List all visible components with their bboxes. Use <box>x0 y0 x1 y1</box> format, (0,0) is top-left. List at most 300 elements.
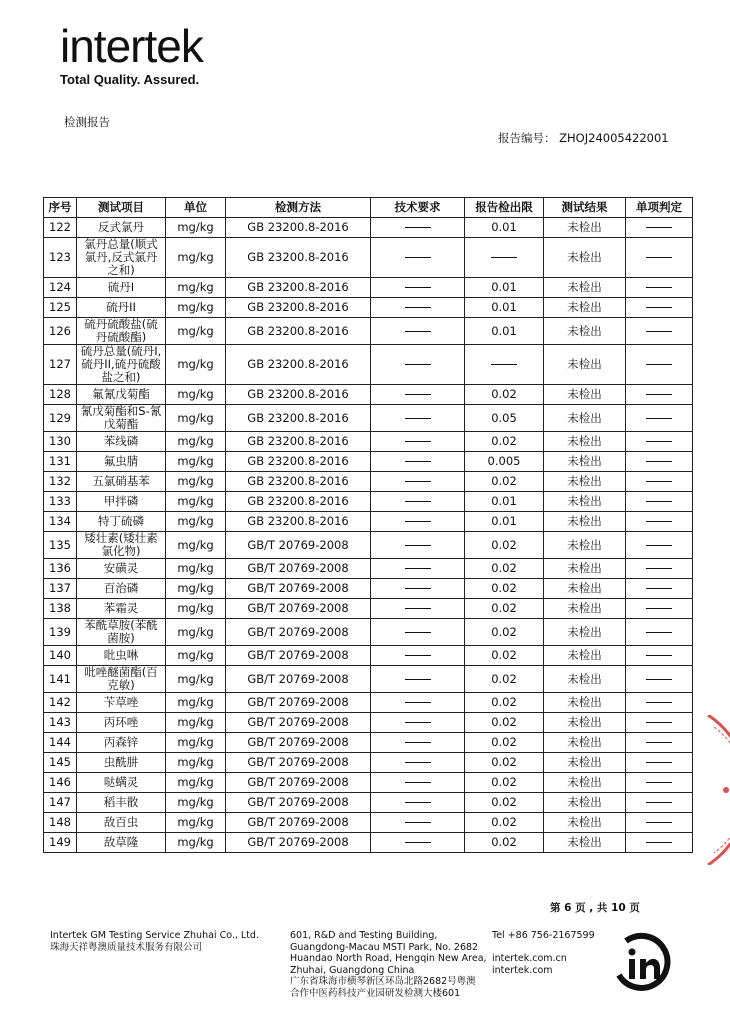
dash-mark <box>646 441 672 442</box>
table-cell: 0.02 <box>465 713 544 733</box>
table-cell <box>371 532 465 559</box>
table-cell: 未检出 <box>544 619 626 646</box>
table-cell: mg/kg <box>166 472 226 492</box>
table-cell: GB/T 20769-2008 <box>226 619 371 646</box>
document-label: 检测报告 <box>64 115 110 129</box>
table-cell <box>626 619 693 646</box>
table-cell: 0.02 <box>465 646 544 666</box>
table-cell: 哒螨灵 <box>77 773 166 793</box>
table-cell: 0.01 <box>465 278 544 298</box>
table-row <box>44 599 693 619</box>
table-cell: 122 <box>44 218 77 238</box>
dash-mark <box>405 762 431 763</box>
table-cell: 0.01 <box>465 318 544 345</box>
table-cell: GB 23200.8-2016 <box>226 432 371 452</box>
header-cell: 测试项目 <box>77 198 166 218</box>
table-cell: mg/kg <box>166 218 226 238</box>
table-cell <box>371 218 465 238</box>
dash-mark <box>646 802 672 803</box>
dash-mark <box>405 364 431 365</box>
table-cell: 未检出 <box>544 298 626 318</box>
dash-mark <box>646 545 672 546</box>
dash-mark <box>646 632 672 633</box>
table-cell: 144 <box>44 733 77 753</box>
table-cell: 硫丹总量(硫丹I,硫丹II,硫丹硫酸盐之和) <box>77 345 166 385</box>
dash-mark <box>405 842 431 843</box>
table-cell: GB/T 20769-2008 <box>226 753 371 773</box>
table-cell: GB/T 20769-2008 <box>226 833 371 853</box>
table-cell: 145 <box>44 753 77 773</box>
table-row <box>44 833 693 853</box>
table-cell: mg/kg <box>166 579 226 599</box>
table-cell <box>371 385 465 405</box>
header-cell: 报告检出限 <box>465 198 544 218</box>
table-cell: 126 <box>44 318 77 345</box>
table-row <box>44 492 693 512</box>
table-cell: 未检出 <box>544 512 626 532</box>
table-cell: 未检出 <box>544 238 626 278</box>
table-cell: 146 <box>44 773 77 793</box>
dash-mark <box>646 762 672 763</box>
table-cell <box>371 753 465 773</box>
report-number: 报告编号： ZHOJ24005422001 <box>498 131 669 145</box>
table-cell <box>626 278 693 298</box>
table-row <box>44 218 693 238</box>
table-cell <box>626 579 693 599</box>
dash-mark <box>646 481 672 482</box>
table-cell: GB 23200.8-2016 <box>226 238 371 278</box>
dash-mark <box>646 782 672 783</box>
dash-mark <box>646 822 672 823</box>
table-cell: GB 23200.8-2016 <box>226 278 371 298</box>
table-cell: 未检出 <box>544 833 626 853</box>
dash-mark <box>405 307 431 308</box>
table-cell: 硫丹硫酸盐(硫丹硫酸酯) <box>77 318 166 345</box>
table-row <box>44 646 693 666</box>
table-cell: 特丁硫磷 <box>77 512 166 532</box>
table-cell <box>626 753 693 773</box>
table-row <box>44 405 693 432</box>
dash-mark <box>405 568 431 569</box>
table-row <box>44 532 693 559</box>
footer-address <box>290 930 505 999</box>
table-cell <box>626 452 693 472</box>
dash-mark <box>405 722 431 723</box>
dash-mark <box>646 331 672 332</box>
dash-mark <box>646 257 672 258</box>
table-cell: GB 23200.8-2016 <box>226 298 371 318</box>
dash-mark <box>646 307 672 308</box>
dash-mark <box>646 364 672 365</box>
table-cell <box>371 599 465 619</box>
table-cell: 136 <box>44 559 77 579</box>
table-row <box>44 713 693 733</box>
table-cell: 143 <box>44 713 77 733</box>
table-cell: 148 <box>44 813 77 833</box>
table-cell: mg/kg <box>166 833 226 853</box>
dash-mark <box>405 521 431 522</box>
table-cell <box>371 238 465 278</box>
table-cell: 0.05 <box>465 405 544 432</box>
company-name-cn: 珠海天祥粤澳质量技术服务有限公司 <box>50 941 203 953</box>
table-row <box>44 298 693 318</box>
phone-number: Tel +86 756-2167599 <box>492 930 595 941</box>
table-row <box>44 793 693 813</box>
table-cell <box>371 666 465 693</box>
dash-mark <box>646 842 672 843</box>
table-cell <box>626 532 693 559</box>
table-cell <box>371 579 465 599</box>
table-cell: 硫丹I <box>77 278 166 298</box>
table-cell <box>371 713 465 733</box>
table-cell: 硫丹II <box>77 298 166 318</box>
table-cell <box>626 318 693 345</box>
table-cell: 丙森锌 <box>77 733 166 753</box>
table-cell: mg/kg <box>166 238 226 278</box>
table-cell: 未检出 <box>544 713 626 733</box>
page-number: 第 6 页 , 共 10 页 <box>550 902 640 914</box>
table-row <box>44 619 693 646</box>
table-cell <box>371 793 465 813</box>
table-row <box>44 432 693 452</box>
table-cell: GB 23200.8-2016 <box>226 218 371 238</box>
table-cell: GB/T 20769-2008 <box>226 579 371 599</box>
table-cell: 123 <box>44 238 77 278</box>
table-cell: 敌草隆 <box>77 833 166 853</box>
results-table <box>43 197 693 853</box>
intertek-circle-logo <box>606 928 672 998</box>
table-row <box>44 238 693 278</box>
dash-mark <box>405 287 431 288</box>
table-cell: 稻丰散 <box>77 793 166 813</box>
table-cell <box>626 666 693 693</box>
table-row <box>44 278 693 298</box>
table-cell: 苄草唑 <box>77 693 166 713</box>
website-cn: intertek.com.cn <box>492 953 567 964</box>
results-body <box>44 218 693 853</box>
table-cell <box>626 773 693 793</box>
intertek-logo <box>60 22 203 87</box>
table-cell: mg/kg <box>166 512 226 532</box>
table-cell <box>371 733 465 753</box>
table-cell: 0.02 <box>465 532 544 559</box>
address-line: Huandao North Road, Hengqin New Area, <box>290 953 487 964</box>
table-row <box>44 666 693 693</box>
header-cell: 检测方法 <box>226 198 371 218</box>
stamp-icon <box>706 715 730 865</box>
table-cell: 129 <box>44 405 77 432</box>
dash-mark <box>405 501 431 502</box>
table-cell: mg/kg <box>166 666 226 693</box>
table-cell <box>626 432 693 452</box>
table-cell <box>371 693 465 713</box>
dash-mark <box>405 394 431 395</box>
dash-mark <box>405 822 431 823</box>
dash-mark <box>405 588 431 589</box>
dash-mark <box>646 655 672 656</box>
table-cell: 敌百虫 <box>77 813 166 833</box>
table-cell: GB 23200.8-2016 <box>226 318 371 345</box>
table-cell: 142 <box>44 693 77 713</box>
table-cell <box>626 733 693 753</box>
table-cell: 131 <box>44 452 77 472</box>
table-cell: GB 23200.8-2016 <box>226 492 371 512</box>
table-cell: 128 <box>44 385 77 405</box>
table-cell <box>371 646 465 666</box>
table-cell: 百治磷 <box>77 579 166 599</box>
table-cell: 未检出 <box>544 432 626 452</box>
table-cell: 未检出 <box>544 579 626 599</box>
dash-mark <box>405 461 431 462</box>
dash-mark <box>646 722 672 723</box>
table-cell: 未检出 <box>544 666 626 693</box>
dash-mark <box>405 679 431 680</box>
dash-mark <box>405 742 431 743</box>
table-cell: 矮壮素(矮壮素氯化物) <box>77 532 166 559</box>
dash-mark <box>646 588 672 589</box>
table-cell: 氟氰戊菊酯 <box>77 385 166 405</box>
table-cell <box>626 559 693 579</box>
dash-mark <box>405 227 431 228</box>
table-cell <box>626 512 693 532</box>
company-name-en: Intertek GM Testing Service Zhuhai Co., Ltd. <box>50 930 259 941</box>
logo-tagline: Total Quality. Assured. <box>60 72 200 87</box>
table-cell: 0.005 <box>465 452 544 472</box>
table-cell <box>626 345 693 385</box>
table-cell: 虫酰肼 <box>77 753 166 773</box>
dash-mark <box>405 481 431 482</box>
table-cell <box>371 318 465 345</box>
table-cell: 132 <box>44 472 77 492</box>
table-cell <box>371 278 465 298</box>
header-cell: 单项判定 <box>626 198 693 218</box>
address-line: Guangdong-Macau MSTI Park, No. 2682 <box>290 941 479 953</box>
table-cell: mg/kg <box>166 619 226 646</box>
table-cell: 0.02 <box>465 599 544 619</box>
table-cell: 未检出 <box>544 813 626 833</box>
table-cell: 未检出 <box>544 218 626 238</box>
table-row <box>44 452 693 472</box>
table-cell: 147 <box>44 793 77 813</box>
table-cell: 未检出 <box>544 472 626 492</box>
table-cell: mg/kg <box>166 773 226 793</box>
table-row <box>44 318 693 345</box>
footer-contact <box>492 930 595 976</box>
table-cell: 未检出 <box>544 773 626 793</box>
table-cell: 0.01 <box>465 218 544 238</box>
table-cell: mg/kg <box>166 753 226 773</box>
table-row <box>44 693 693 713</box>
table-cell: mg/kg <box>166 278 226 298</box>
dash-mark <box>405 545 431 546</box>
header-cell: 单位 <box>166 198 226 218</box>
table-cell: GB/T 20769-2008 <box>226 693 371 713</box>
address-line: 广东省珠海市横琴新区环岛北路2682号粤澳 <box>290 976 476 987</box>
table-cell: 吡唑醚菌酯(百克敏) <box>77 666 166 693</box>
table-cell: GB 23200.8-2016 <box>226 405 371 432</box>
table-cell <box>626 385 693 405</box>
dash-mark <box>405 702 431 703</box>
table-cell: GB/T 20769-2008 <box>226 559 371 579</box>
table-cell: mg/kg <box>166 432 226 452</box>
table-cell: 安磺灵 <box>77 559 166 579</box>
table-cell: mg/kg <box>166 733 226 753</box>
table-cell: 未检出 <box>544 385 626 405</box>
table-cell <box>371 472 465 492</box>
table-cell: 124 <box>44 278 77 298</box>
table-cell <box>626 238 693 278</box>
table-cell <box>371 833 465 853</box>
table-cell: mg/kg <box>166 452 226 472</box>
header-cell: 测试结果 <box>544 198 626 218</box>
table-cell <box>626 405 693 432</box>
table-cell: GB/T 20769-2008 <box>226 713 371 733</box>
table-cell: 139 <box>44 619 77 646</box>
table-cell: 0.01 <box>465 298 544 318</box>
table-cell <box>371 619 465 646</box>
dash-mark <box>646 608 672 609</box>
table-cell <box>626 646 693 666</box>
table-cell: mg/kg <box>166 405 226 432</box>
table-cell <box>371 298 465 318</box>
table-cell: 反式氯丹 <box>77 218 166 238</box>
table-cell: mg/kg <box>166 385 226 405</box>
table-cell: 0.02 <box>465 693 544 713</box>
table-cell: 138 <box>44 599 77 619</box>
table-cell <box>465 238 544 278</box>
table-cell: GB/T 20769-2008 <box>226 773 371 793</box>
table-cell: GB/T 20769-2008 <box>226 646 371 666</box>
table-cell: 未检出 <box>544 452 626 472</box>
table-header-row <box>44 198 693 218</box>
table-cell: 吡虫啉 <box>77 646 166 666</box>
table-cell: 未检出 <box>544 753 626 773</box>
table-cell: mg/kg <box>166 345 226 385</box>
table-cell <box>626 218 693 238</box>
table-cell: 0.02 <box>465 753 544 773</box>
table-cell: mg/kg <box>166 532 226 559</box>
table-cell: GB 23200.8-2016 <box>226 345 371 385</box>
table-cell: mg/kg <box>166 713 226 733</box>
table-cell <box>626 492 693 512</box>
table-cell: 未检出 <box>544 646 626 666</box>
header-cell: 序号 <box>44 198 77 218</box>
table-cell <box>626 813 693 833</box>
table-row <box>44 773 693 793</box>
table-cell: 125 <box>44 298 77 318</box>
dash-mark <box>405 782 431 783</box>
table-cell <box>626 599 693 619</box>
dash-mark <box>646 521 672 522</box>
dash-mark <box>646 501 672 502</box>
table-cell <box>371 512 465 532</box>
dash-mark <box>646 287 672 288</box>
table-row <box>44 472 693 492</box>
table-cell: 未检出 <box>544 559 626 579</box>
table-cell: 149 <box>44 833 77 853</box>
table-row <box>44 733 693 753</box>
table-cell: GB/T 20769-2008 <box>226 733 371 753</box>
table-cell: 0.02 <box>465 385 544 405</box>
table-cell <box>371 345 465 385</box>
table-cell: GB 23200.8-2016 <box>226 385 371 405</box>
table-cell: 0.02 <box>465 559 544 579</box>
dash-mark <box>646 418 672 419</box>
dash-mark <box>646 227 672 228</box>
table-cell <box>626 693 693 713</box>
table-cell: mg/kg <box>166 492 226 512</box>
table-cell <box>626 713 693 733</box>
dash-mark <box>646 568 672 569</box>
dash-mark <box>646 742 672 743</box>
logo-wordmark: intertek <box>60 20 203 72</box>
table-cell: 0.02 <box>465 432 544 452</box>
table-cell: GB 23200.8-2016 <box>226 452 371 472</box>
table-cell: mg/kg <box>166 559 226 579</box>
address-line: Zhuhai, Guangdong China <box>290 964 415 976</box>
dash-mark <box>405 441 431 442</box>
dash-mark <box>646 461 672 462</box>
table-cell: 未检出 <box>544 345 626 385</box>
table-cell: 未检出 <box>544 492 626 512</box>
table-cell: mg/kg <box>166 599 226 619</box>
table-cell: 127 <box>44 345 77 385</box>
table-row <box>44 579 693 599</box>
dash-mark <box>646 702 672 703</box>
table-cell <box>626 833 693 853</box>
dash-mark <box>646 679 672 680</box>
table-cell: mg/kg <box>166 693 226 713</box>
table-cell: 未检出 <box>544 405 626 432</box>
footer-company <box>50 930 259 953</box>
table-cell: 134 <box>44 512 77 532</box>
table-cell: 130 <box>44 432 77 452</box>
table-cell <box>626 472 693 492</box>
table-cell: 140 <box>44 646 77 666</box>
dash-mark <box>405 331 431 332</box>
table-cell: mg/kg <box>166 318 226 345</box>
table-cell: 苯霜灵 <box>77 599 166 619</box>
table-row <box>44 345 693 385</box>
table-cell: 133 <box>44 492 77 512</box>
dash-mark <box>646 394 672 395</box>
table-cell: 未检出 <box>544 532 626 559</box>
table-cell <box>371 432 465 452</box>
table-cell: 未检出 <box>544 793 626 813</box>
table-cell: 未检出 <box>544 693 626 713</box>
table-cell <box>371 492 465 512</box>
table-cell <box>626 793 693 813</box>
address-line: 601, R&D and Testing Building, <box>290 930 438 941</box>
table-cell: 苯酰草胺(苯酰菌胺) <box>77 619 166 646</box>
dash-mark <box>405 257 431 258</box>
table-row <box>44 385 693 405</box>
dash-mark <box>405 655 431 656</box>
table-cell: GB 23200.8-2016 <box>226 472 371 492</box>
table-cell: 0.02 <box>465 813 544 833</box>
table-row <box>44 559 693 579</box>
table-cell: 氟虫腈 <box>77 452 166 472</box>
table-cell: 未检出 <box>544 278 626 298</box>
dash-mark <box>405 418 431 419</box>
website-com: intertek.com <box>492 964 553 976</box>
table-row <box>44 512 693 532</box>
table-cell: GB/T 20769-2008 <box>226 813 371 833</box>
table-cell: 0.01 <box>465 492 544 512</box>
table-cell: 141 <box>44 666 77 693</box>
table-cell: GB/T 20769-2008 <box>226 666 371 693</box>
table-cell: 0.02 <box>465 619 544 646</box>
